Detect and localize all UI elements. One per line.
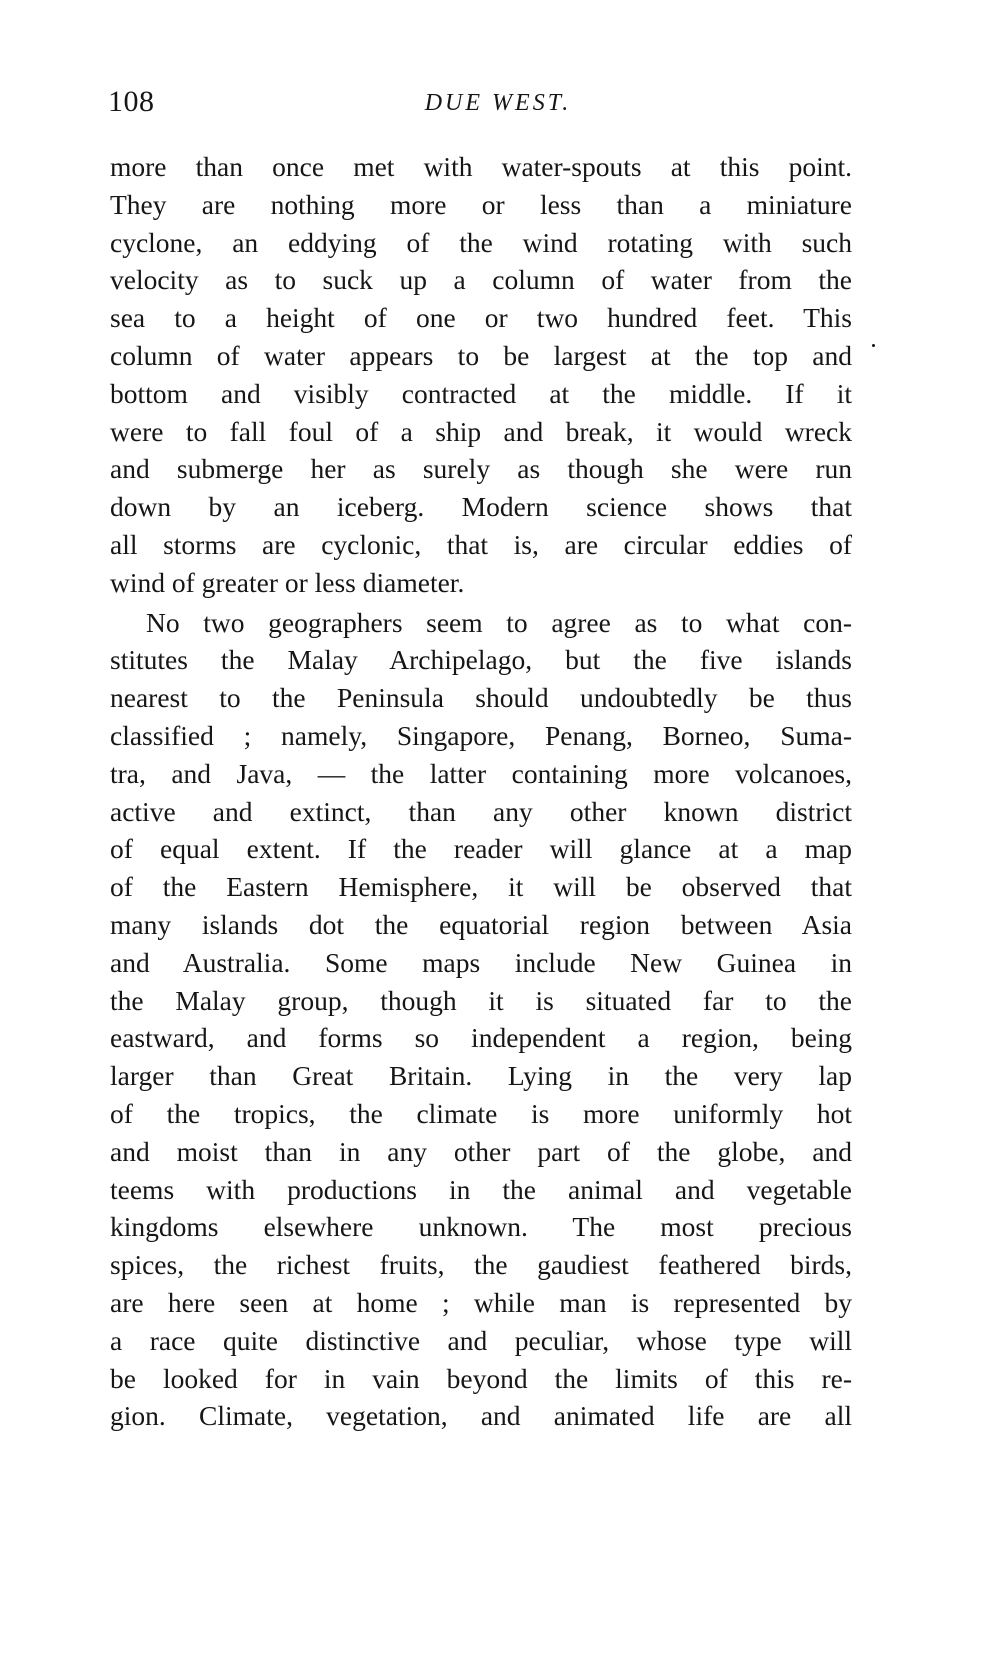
ink-speck — [872, 344, 875, 347]
text-line: of equal extent. If the reader will glance at a map — [110, 833, 852, 865]
running-title: DUE WEST. — [424, 90, 572, 116]
text-line: and moist than in any other part of the globe, and — [110, 1135, 852, 1167]
text-line: velocity as to suck up a column of water from the — [110, 264, 852, 296]
text-line: sea to a height of one or two hundred feet. This — [110, 302, 852, 334]
text-line: kingdoms elsewhere unknown. The most precious — [110, 1211, 852, 1243]
body-text — [110, 148, 852, 1435]
text-line: a race quite distinctive and peculiar, whose type will — [110, 1324, 852, 1356]
text-line: column of water appears to be largest at the top and — [110, 339, 852, 371]
text-line: tra, and Java, — the latter containing more volcanoes, — [110, 757, 852, 789]
text-line: They are nothing more or less than a miniature — [110, 188, 852, 220]
text-line: were to fall foul of a ship and break, it would wreck — [110, 415, 852, 447]
text-line: teems with productions in the animal and vegetable — [110, 1173, 852, 1205]
text-line: down by an iceberg. Modern science shows that — [110, 491, 852, 523]
text-line: the Malay group, though it is situated far to the — [110, 984, 852, 1016]
text-line: and Australia. Some maps include New Guinea in — [110, 946, 852, 978]
text-line: stitutes the Malay Archipelago, but the five islands — [110, 644, 852, 676]
text-line: No two geographers seem to agree as to what con- — [146, 606, 852, 638]
text-line: nearest to the Peninsula should undoubtedly be thus — [110, 682, 852, 714]
text-line: and submerge her as surely as though she were run — [110, 453, 852, 485]
text-line: cyclone, an eddying of the wind rotating with such — [110, 226, 852, 258]
text-line: all storms are cyclonic, that is, are circular eddies of — [110, 528, 852, 560]
text-line: classified ; namely, Singapore, Penang, Borneo, Suma- — [110, 719, 852, 751]
text-line: be looked for in vain beyond the limits of this re- — [110, 1362, 852, 1394]
text-line: are here seen at home ; while man is represented by — [110, 1286, 852, 1318]
text-line: of the tropics, the climate is more uniformly hot — [110, 1097, 852, 1129]
text-line: more than once met with water-spouts at this point. — [110, 151, 852, 182]
paragraph-1 — [110, 148, 852, 602]
text-line: bottom and visibly contracted at the middle. If it — [110, 377, 852, 409]
text-line: many islands dot the equatorial region between Asia — [110, 908, 852, 940]
text-line: larger than Great Britain. Lying in the very lap — [110, 1060, 852, 1092]
page-number: 108 — [108, 85, 155, 118]
page-header — [108, 84, 878, 128]
text-line: wind of greater or less diameter. — [110, 566, 465, 598]
text-line: active and extinct, than any other known district — [110, 795, 852, 827]
text-line: of the Eastern Hemisphere, it will be observed that — [110, 871, 852, 903]
text-line: spices, the richest fruits, the gaudiest feathered birds, — [110, 1249, 852, 1281]
paragraph-2 — [110, 604, 852, 1436]
text-line: eastward, and forms so independent a region, being — [110, 1022, 852, 1054]
text-line: gion. Climate, vegetation, and animated life are all — [110, 1400, 852, 1432]
